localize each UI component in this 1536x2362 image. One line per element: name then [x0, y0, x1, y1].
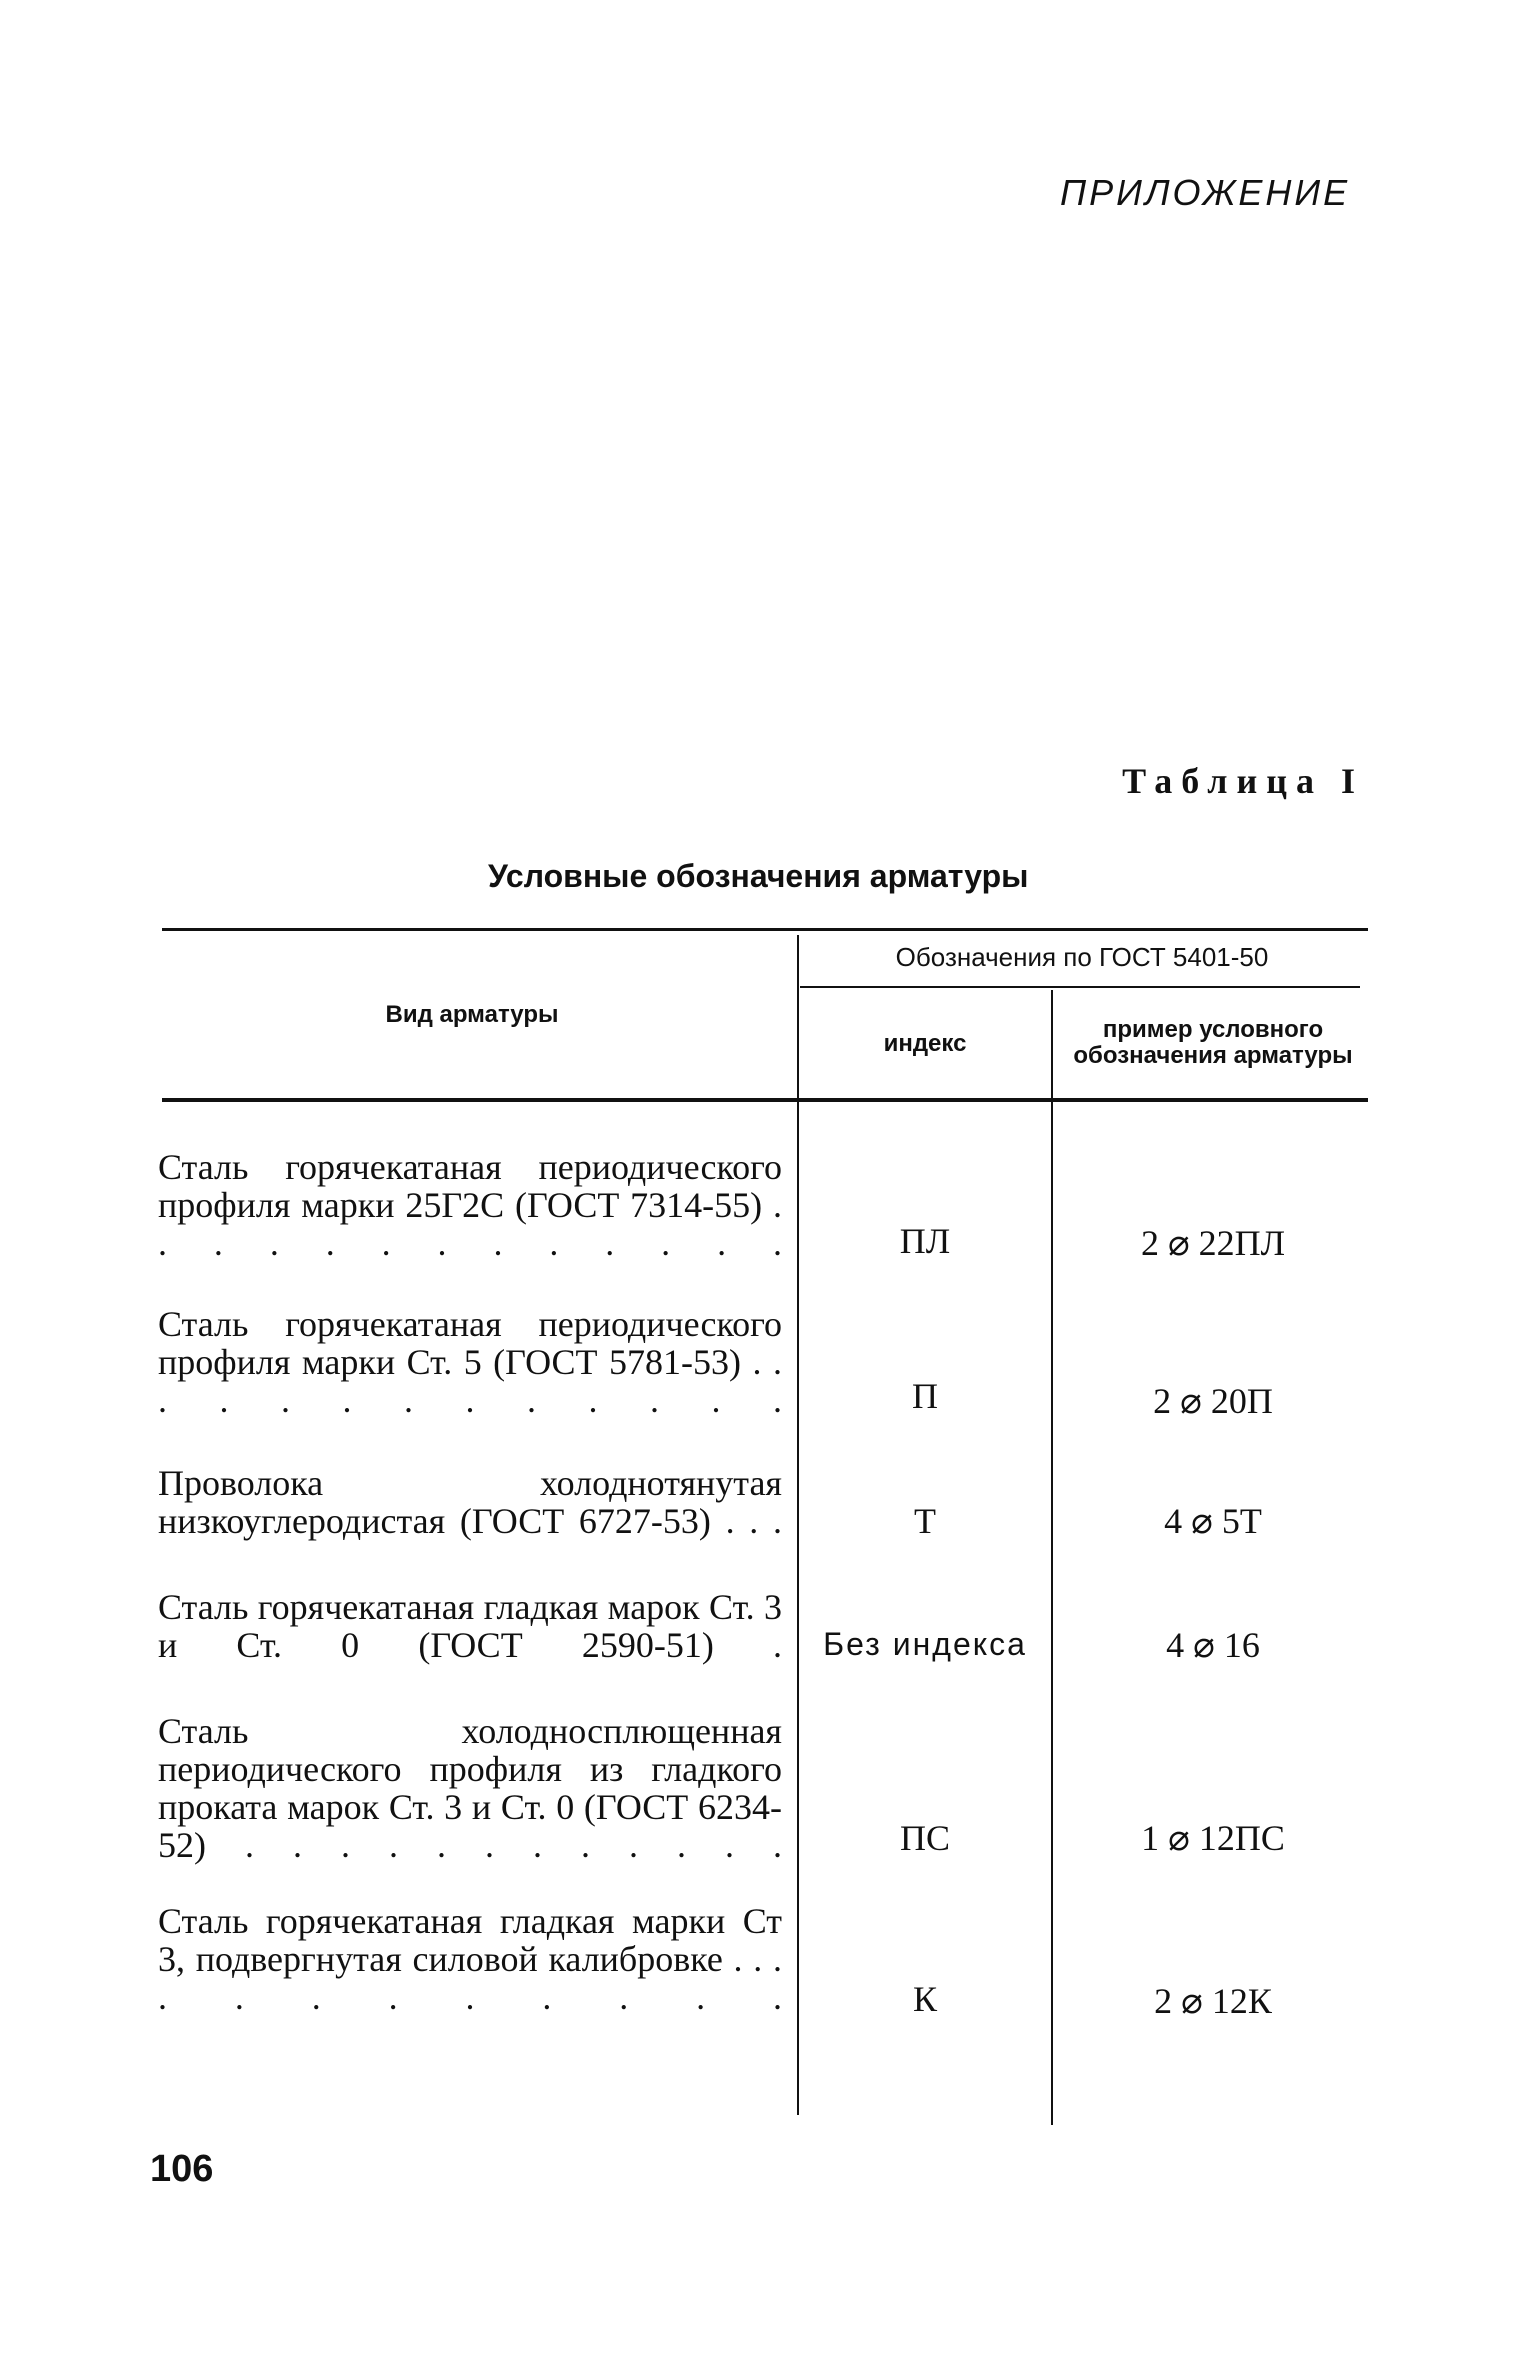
row-example: 2 ⌀ 12К [1154, 1981, 1272, 2021]
row-example: 2 ⌀ 20П [1153, 1381, 1273, 1421]
column-divider-1 [797, 935, 799, 2115]
header-bottom-rule [162, 1098, 1368, 1102]
row-example: 4 ⌀ 16 [1166, 1625, 1260, 1665]
row-description: Сталь горячекатаная гладкая марок Ст. 3 и Ст. 0 (ГОСТ 2590-51) . [158, 1587, 782, 1665]
column-divider-2 [1051, 990, 1053, 2125]
row-index: П [912, 1376, 938, 1416]
row-example: 1 ⌀ 12ПС [1141, 1818, 1285, 1858]
row-index: Т [914, 1501, 936, 1541]
row-description: Сталь горячекатаная периодического профиля марки Ст. 5 (ГОСТ 5781-53) . . . . . . . . . . . . . [158, 1304, 782, 1420]
header-example-line2: обозначения арматуры [1073, 1042, 1353, 1069]
table-top-rule [162, 928, 1368, 931]
row-description: Проволока холоднотянутая низкоуглеродистая (ГОСТ 6727-53) . . . [158, 1463, 782, 1541]
row-description: Сталь холодносплющенная периодического профиля из гладкого проката марок Ст. 3 и Ст. 0 (ГОСТ 6234-52) . . . . . . . . . . . . [158, 1711, 782, 1865]
header-type: Вид арматуры [385, 1001, 559, 1028]
row-example: 2 ⌀ 22ПЛ [1140, 1223, 1286, 1263]
table-title: Условные обозначения арматуры [488, 858, 1029, 894]
header-group: Обозначения по ГОСТ 5401-50 [895, 942, 1269, 972]
header-index: индекс [883, 1030, 967, 1057]
group-header-rule [800, 986, 1360, 988]
row-description: Сталь горячекатаная периодического профиля марки 25Г2С (ГОСТ 7314-55) . . . . . . . . . . . . . [158, 1147, 782, 1263]
row-index: ПС [899, 1818, 950, 1858]
row-example: 4 ⌀ 5Т [1164, 1501, 1262, 1541]
table-number: Таблица I [1122, 761, 1364, 801]
page-number: 106 [150, 2148, 214, 2190]
appendix-heading: ПРИЛОЖЕНИЕ [1060, 172, 1351, 213]
header-example-line1: пример условного [1102, 1016, 1324, 1043]
row-index: Без индекса [823, 1626, 1027, 1662]
row-description: Сталь горячекатаная гладкая марки Ст 3, подвергнутая силовой калибровке . . . . . . . . . . . . [158, 1901, 782, 2017]
row-index: ПЛ [899, 1221, 951, 1261]
row-index: К [912, 1979, 937, 2019]
